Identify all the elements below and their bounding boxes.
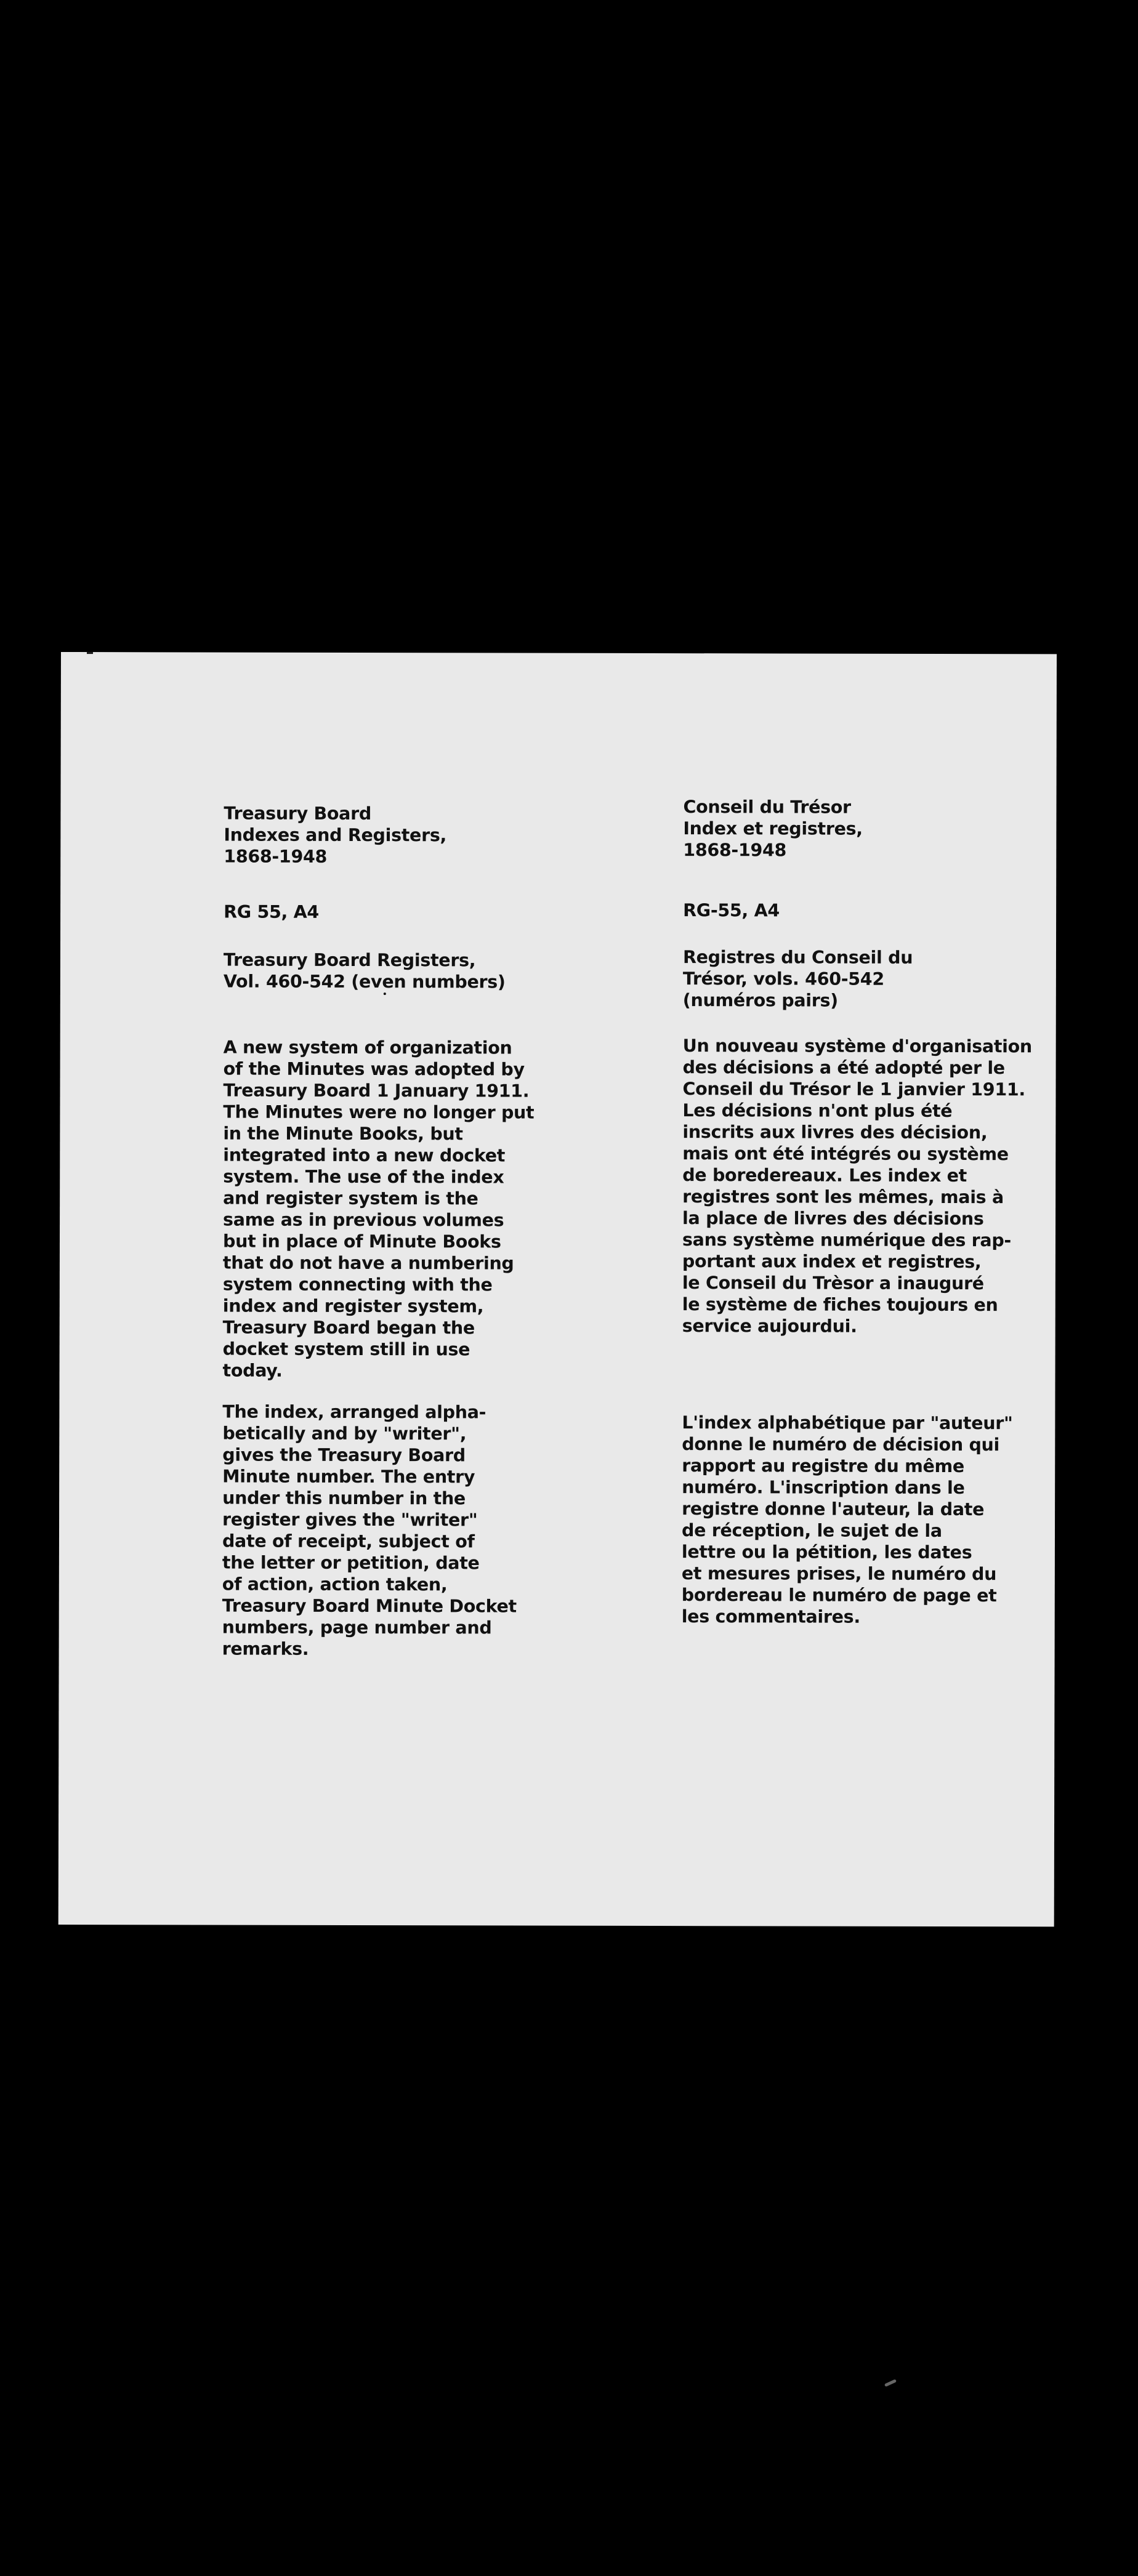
english-paragraph-1 [223, 1037, 535, 1382]
paragraph-line: L'index alphabétique par "auteur" [682, 1412, 1013, 1434]
paragraph-line: index and register system, [222, 1295, 484, 1317]
paragraph-line: registres sont les mêmes, mais à [682, 1186, 1004, 1208]
heading-line: Index et registres, [683, 818, 863, 839]
paragraph-line: and register system is the [223, 1188, 478, 1209]
paragraph-line: portant aux index et registres, [682, 1251, 982, 1273]
paragraph-line: la place de livres des décisions [682, 1208, 984, 1230]
paragraph-line: that do not have a numbering [222, 1252, 514, 1274]
heading-line: Conseil du Trésor [683, 797, 851, 818]
page-speck [384, 992, 386, 995]
paragraph-line: register gives the "writer" [222, 1509, 478, 1531]
paragraph-line: service aujourdui. [682, 1316, 857, 1337]
heading-line: Indexes and Registers, [224, 824, 447, 846]
paragraph-line: de réception, le sujet de la [681, 1520, 942, 1541]
french-column [681, 796, 1032, 1627]
paragraph-line: sans système numérique des rap- [682, 1230, 1012, 1251]
paragraph-line: rapport au registre du même [682, 1455, 965, 1477]
paragraph-line: le système de fiches toujours en [682, 1294, 998, 1316]
paragraph-line: inscrits aux livres des décision, [682, 1122, 988, 1143]
paragraph-line: under this number in the [222, 1487, 466, 1509]
english-series-title [224, 949, 506, 993]
film-artifact [884, 2379, 897, 2387]
page-speck [87, 652, 93, 654]
paragraph-line: date of receipt, subject of [222, 1531, 475, 1552]
paragraph-line: Les décisions n'ont plus été [682, 1100, 953, 1122]
paragraph-line: remarks. [222, 1638, 309, 1659]
paragraph-line: gives the Treasury Board [222, 1444, 466, 1466]
paragraph-line: et mesures prises, le numéro du [681, 1563, 997, 1585]
paragraph-line: registre donne l'auteur, la date [682, 1499, 985, 1520]
english-paragraph-2 [222, 1401, 517, 1660]
heading-line: 1868-1948 [683, 840, 787, 861]
english-heading [224, 803, 446, 868]
paragraph-line: today. [222, 1360, 283, 1381]
paragraph-line: donne le numéro de décision qui [682, 1434, 1000, 1455]
paragraph-line: betically and by "writer", [222, 1423, 467, 1444]
french-paragraph-1 [682, 1035, 1032, 1337]
series-line: (numéros pairs) [682, 990, 838, 1011]
french-heading [683, 796, 863, 861]
reference-line: RG 55, A4 [224, 901, 320, 922]
heading-line: 1868-1948 [224, 846, 328, 867]
paragraph-line: system connecting with the [222, 1274, 493, 1295]
paragraph-line: le Conseil du Trèsor a inauguré [682, 1273, 984, 1294]
paragraph-line: Treasury Board began the [222, 1317, 475, 1338]
paragraph-line: same as in previous volumes [223, 1209, 504, 1231]
paragraph-line: docket system still in use [222, 1338, 470, 1360]
paragraph-line: Conseil du Trésor le 1 janvier 1911. [682, 1079, 1025, 1100]
paragraph-line: The index, arranged alpha- [222, 1401, 486, 1423]
paragraph-line: lettre ou la pétition, les dates [681, 1542, 972, 1563]
paragraph-line: system. The use of the index [223, 1166, 504, 1188]
paragraph-line: of the Minutes was adopted by [223, 1058, 525, 1080]
paragraph-line: bordereau le numéro de page et [681, 1585, 997, 1606]
series-line: Registres du Conseil du [682, 947, 913, 968]
paragraph-line: les commentaires. [681, 1606, 860, 1627]
series-line: Vol. 460-542 (even numbers) [223, 971, 506, 992]
paragraph-line: Treasury Board Minute Docket [222, 1595, 517, 1617]
english-reference [224, 901, 319, 923]
document-page [59, 652, 1057, 1926]
paragraph-line: in the Minute Books, but [223, 1123, 463, 1145]
french-reference [683, 900, 780, 921]
paragraph-line: The Minutes were no longer put [223, 1101, 535, 1123]
french-paragraph-2 [682, 1412, 1013, 1628]
paragraph-line: Treasury Board 1 January 1911. [223, 1080, 530, 1101]
paragraph-line: numéro. L'inscription dans le [682, 1477, 965, 1499]
paragraph-line: Minute number. The entry [222, 1466, 475, 1487]
paragraph-line: A new system of organization [223, 1037, 512, 1058]
paragraph-line: integrated into a new docket [223, 1145, 506, 1166]
paragraph-line: numbers, page number and [222, 1617, 492, 1638]
paragraph-line: mais ont été intégrés ou système [682, 1143, 1009, 1165]
series-line: Treasury Board Registers, [223, 949, 476, 971]
paragraph-line: of action, action taken, [222, 1574, 448, 1595]
french-series-title [683, 946, 913, 1012]
reference-line: RG-55, A4 [683, 900, 780, 921]
series-line: Trésor, vols. 460-542 [682, 968, 884, 989]
paragraph-line: the letter or petition, date [222, 1552, 480, 1574]
heading-line: Treasury Board [224, 803, 372, 824]
paragraph-line: but in place of Minute Books [222, 1231, 501, 1252]
paragraph-line: des décisions a été adopté per le [682, 1057, 1005, 1079]
paragraph-line: Un nouveau système d'organisation [682, 1036, 1032, 1057]
paragraph-line: de boredereaux. Les index et [682, 1165, 967, 1186]
